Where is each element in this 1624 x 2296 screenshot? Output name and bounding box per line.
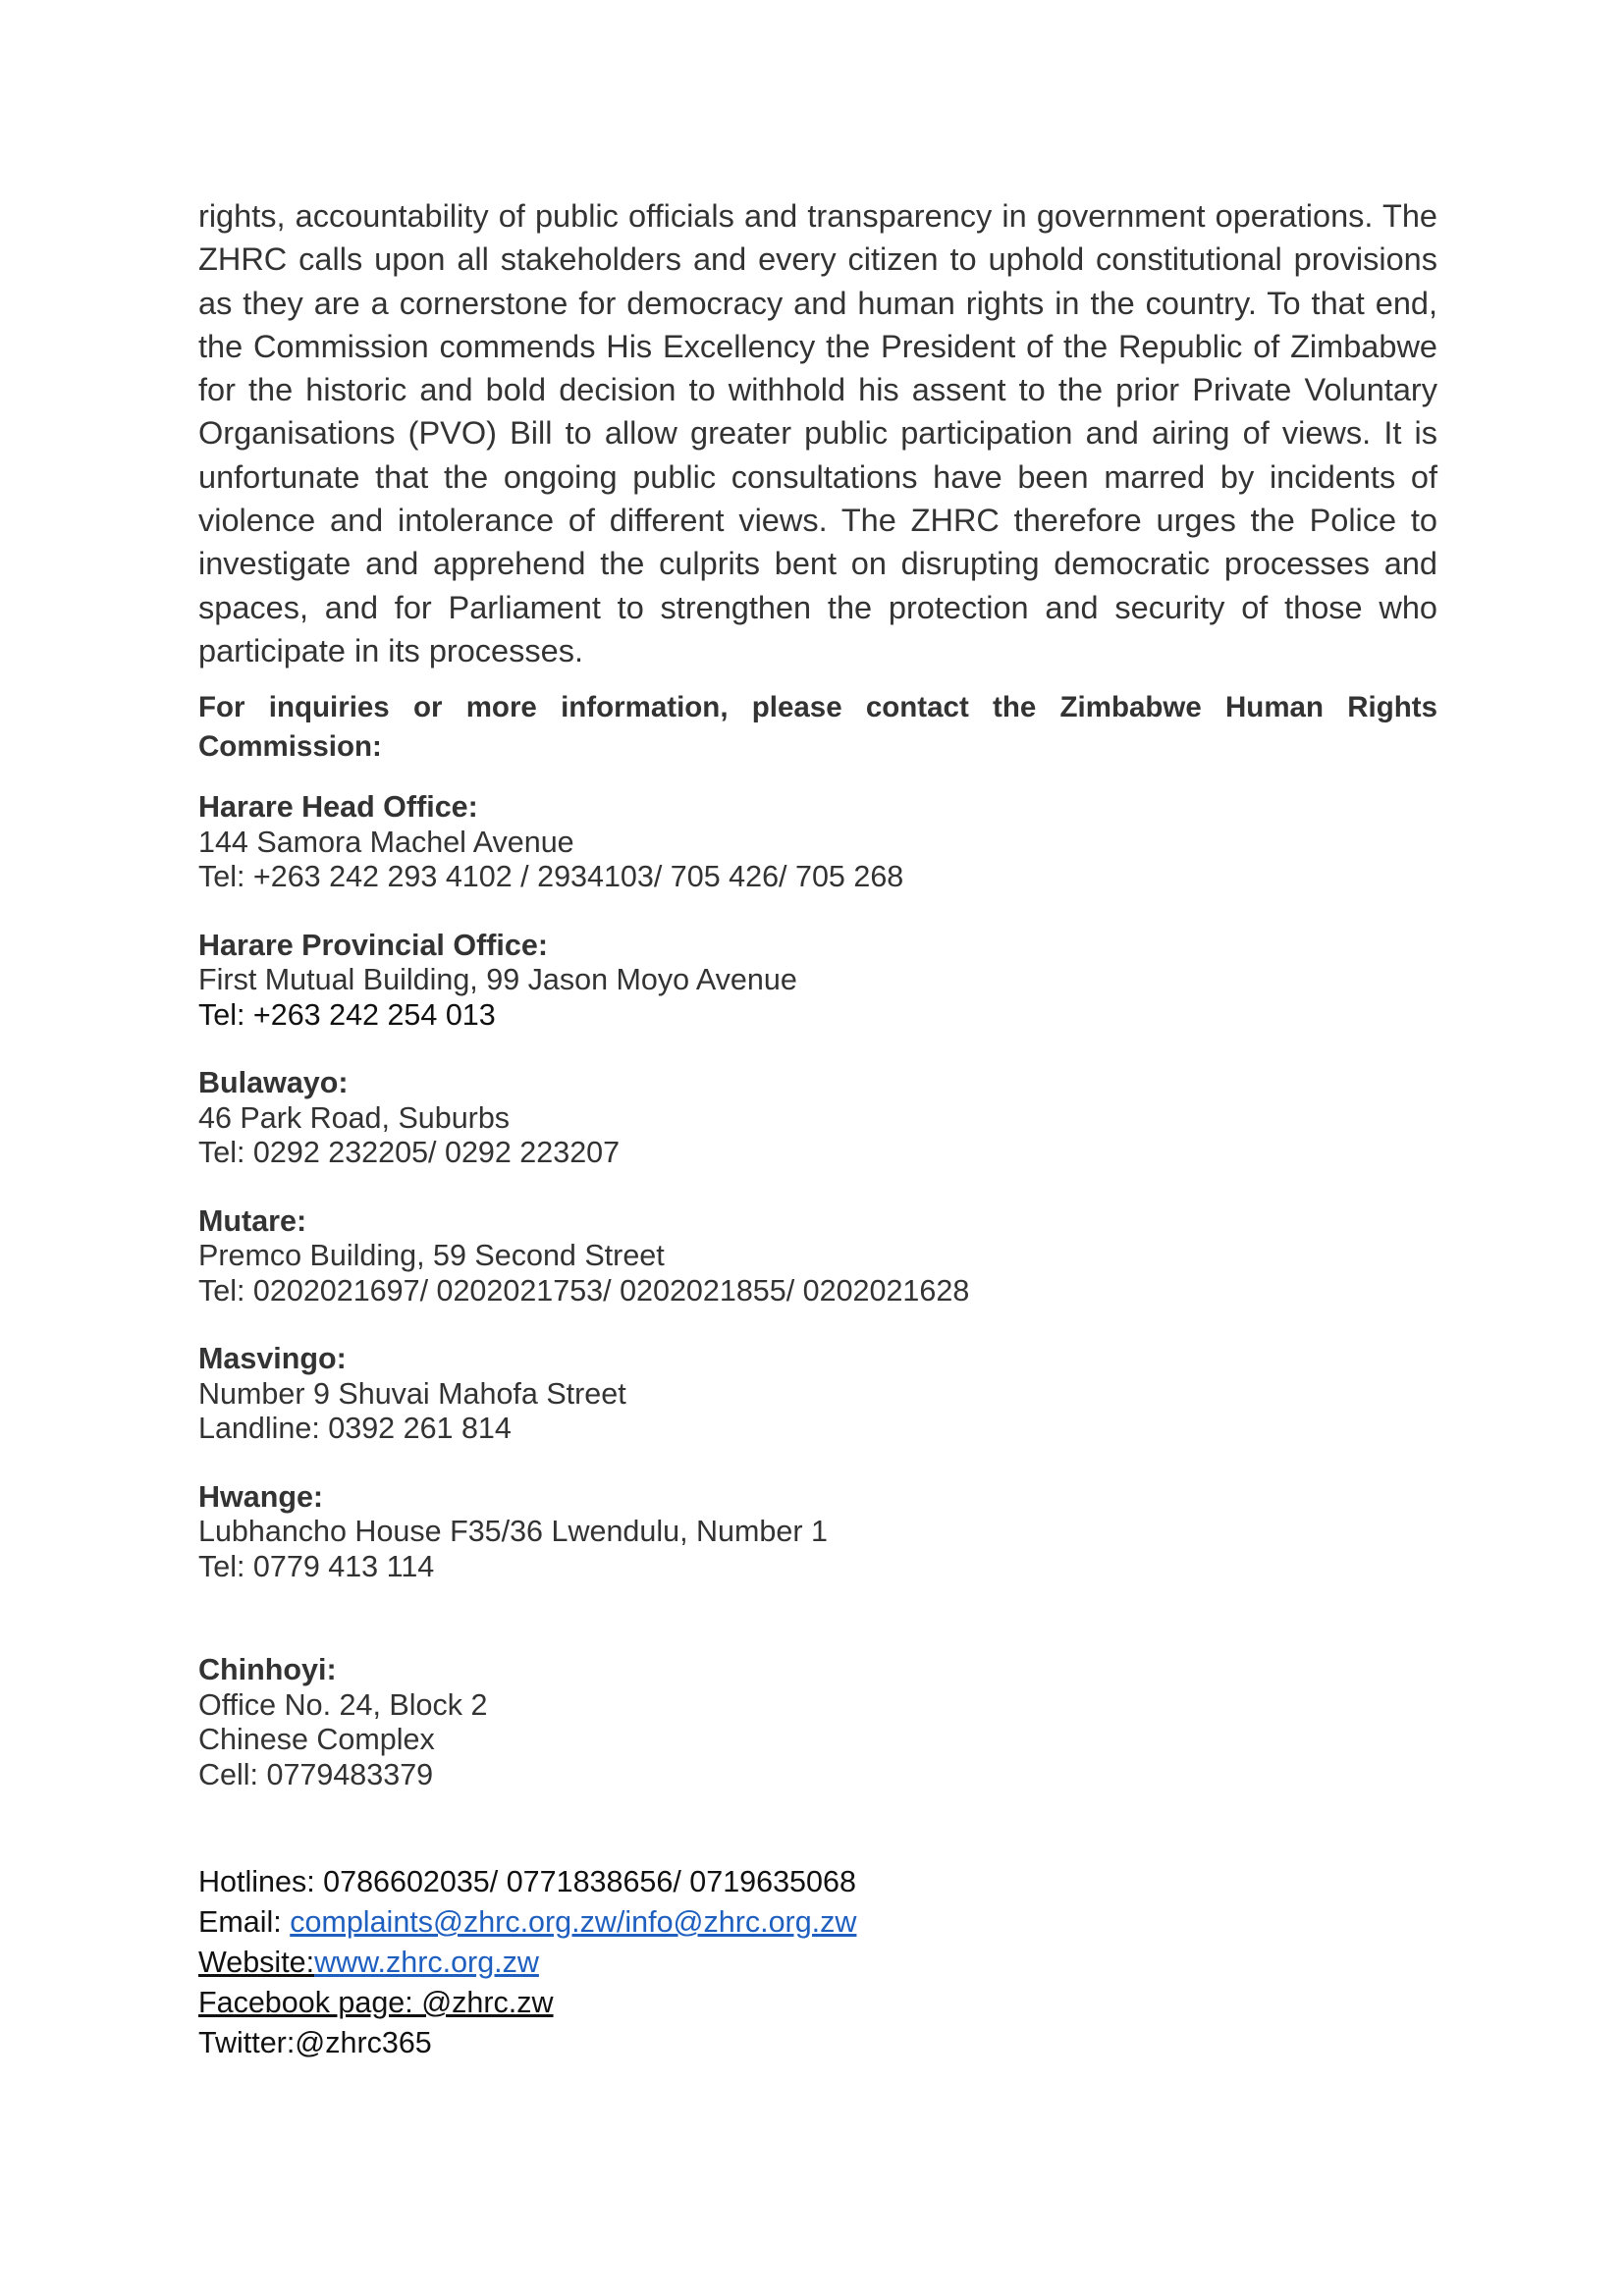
office-phone: Tel: 0202021697/ 0202021753/ 0202021855/ 0202021628 xyxy=(198,1273,970,1308)
page-content xyxy=(198,194,1437,2063)
office-harare-head xyxy=(198,790,1437,895)
office-phone: Tel: 0779 413 114 xyxy=(198,1549,435,1583)
office-chinhoyi xyxy=(198,1653,1437,1792)
office-bulawayo xyxy=(198,1066,1437,1171)
office-address: Office No. 24, Block 2 xyxy=(198,1687,488,1722)
office-masvingo xyxy=(198,1342,1437,1447)
office-phone: Tel: +263 242 254 013 xyxy=(198,997,496,1032)
office-name: Hwange: xyxy=(198,1479,324,1514)
office-hwange xyxy=(198,1480,1437,1585)
website-line xyxy=(198,1943,1437,1983)
website-link[interactable]: www.zhrc.org.zw xyxy=(314,1946,539,1980)
body-paragraph: rights, accountability of public officials and transparency in government operations. The ZHRC calls upon all stakeholders and every citizen to uphold constitutional provisions as they are a cornerstone for democracy and human rights in the country. To that end, the Commission commends His Excellency the President of the Republic of Zimbabwe for the historic and bold decision to withhold his assent to the prior Private Voluntary Organisations (PVO) Bill to allow greater public participation and airing of views. It is unfortunate that the ongoing public consultations have been marred by incidents of violence and intolerance of different views. The ZHRC therefore urges the Police to investigate and apprehend the culprits bent on disrupting democratic processes and spaces, and for Parliament to strengthen the protection and security of those who participate in its processes. xyxy=(198,198,1437,668)
office-phone: Cell: 0779483379 xyxy=(198,1757,434,1791)
hotlines-line: Hotlines: 0786602035/ 0771838656/ 0719635068 xyxy=(198,1865,856,1899)
office-address-2: Chinese Complex xyxy=(198,1723,435,1757)
office-phone: Tel: +263 242 293 4102 / 2934103/ 705 426/ 705 268 xyxy=(198,860,904,894)
office-mutare xyxy=(198,1204,1437,1309)
office-name: Chinhoyi: xyxy=(198,1653,337,1687)
website-label: Website: xyxy=(198,1946,315,1980)
facebook-link[interactable]: Facebook page: @zhrc.zw xyxy=(198,1986,554,2020)
email-link[interactable]: complaints@zhrc.org.zw/info@zhrc.org.zw xyxy=(290,1905,857,1940)
office-harare-provincial xyxy=(198,929,1437,1034)
office-name: Bulawayo: xyxy=(198,1066,349,1100)
office-name: Masvingo: xyxy=(198,1342,347,1376)
office-phone: Tel: 0292 232205/ 0292 223207 xyxy=(198,1136,621,1170)
email-line xyxy=(198,1902,1437,1943)
facebook-line xyxy=(198,1983,1437,2023)
contact-footer xyxy=(198,1862,1437,2063)
office-name: Harare Provincial Office: xyxy=(198,928,548,962)
email-label: Email: xyxy=(198,1905,291,1940)
twitter-line: Twitter:@zhrc365 xyxy=(198,2026,432,2060)
office-address: 144 Samora Machel Avenue xyxy=(198,825,574,859)
contact-heading: For inquiries or more information, please contact the Zimbabwe Human Rights Commission: xyxy=(198,691,1437,764)
office-address: 46 Park Road, Suburbs xyxy=(198,1100,511,1135)
office-name: Mutare: xyxy=(198,1203,307,1238)
office-name: Harare Head Office: xyxy=(198,790,478,825)
office-address: Lubhancho House F35/36 Lwendulu, Number 1 xyxy=(198,1515,828,1549)
office-address: Premco Building, 59 Second Street xyxy=(198,1239,665,1273)
office-phone: Landline: 0392 261 814 xyxy=(198,1412,512,1446)
office-address: First Mutual Building, 99 Jason Moyo Avenue xyxy=(198,963,797,997)
office-address: Number 9 Shuvai Mahofa Street xyxy=(198,1376,626,1411)
